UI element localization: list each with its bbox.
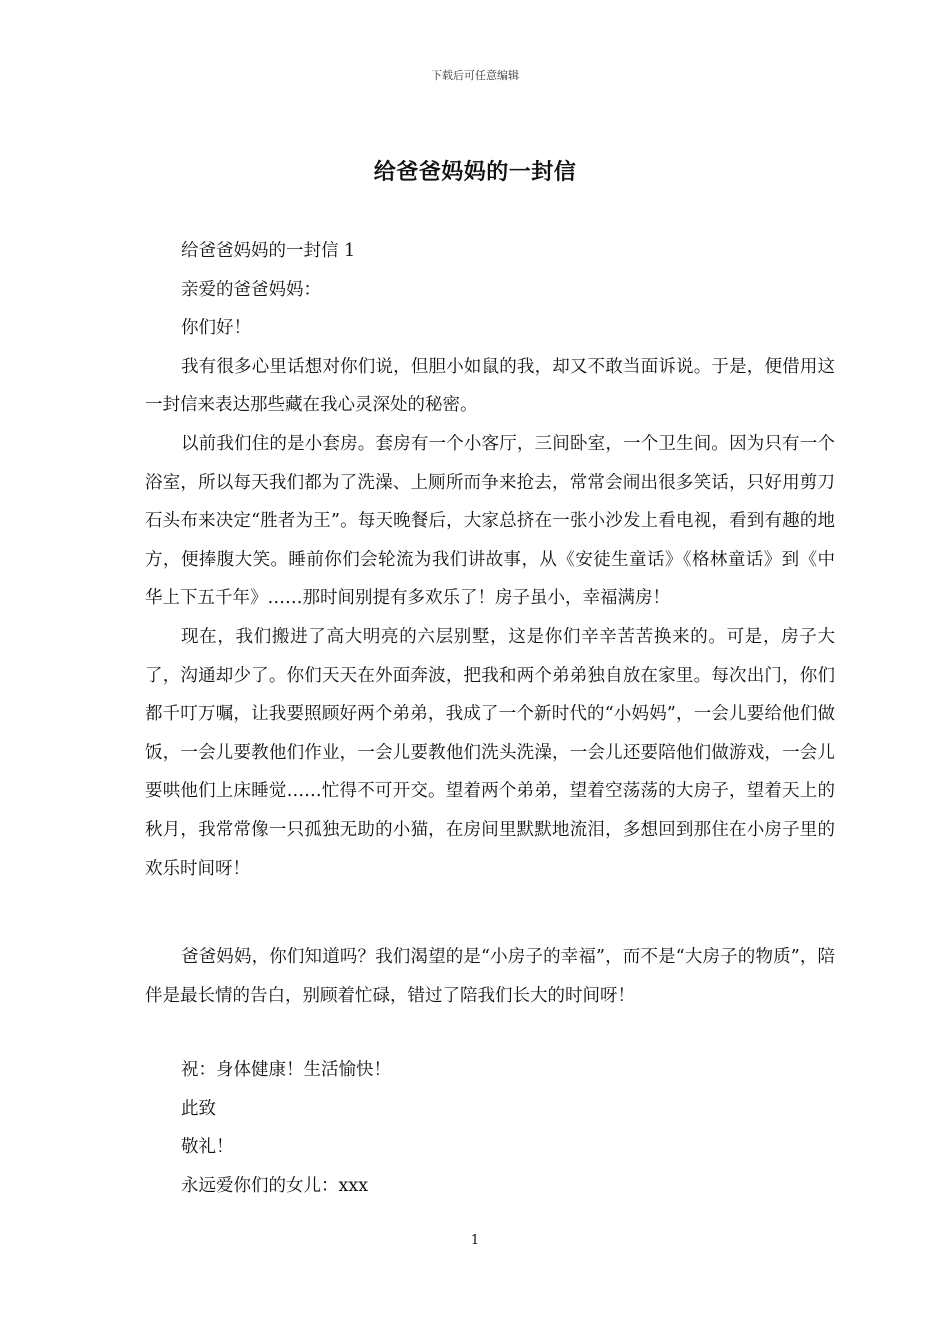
paragraph-1: 我有很多心里话想对你们说，但胆小如鼠的我，却又不敢当面诉说。于是，便借用这一封信来表达那些藏在我心灵深处的秘密。 <box>145 356 835 416</box>
page-title: 给爸爸妈妈的一封信 <box>373 159 577 185</box>
page-number: 1 <box>470 1233 480 1248</box>
header-note: 下载后可任意编辑 <box>431 69 519 82</box>
closing-ci-zhi: 此致 <box>181 1098 216 1119</box>
salutation: 亲爱的爸爸妈妈： <box>181 279 321 300</box>
closing-wish: 祝：身体健康！生活愉快！ <box>181 1060 391 1080</box>
paragraph-2: 以前我们住的是小套房。套房有一个小客厅，三间卧室，一个卫生间。因为只有一个浴室，所以每天我们都为了洗澡、上厕所而争来抢去，常常会闹出很多笑话，只好用剪刀石头布来决定“胜者为王”。每天晚餐后，大家总挤在一张小沙发上看电视，看到有趣的地方，便捧腹大笑。睡前你们会轮流为我们讲故事，从《安徒生童话》《格林童话》到《中华上下五千年》……那时间别提有多欢乐了！房子虽小，幸福满房！ <box>145 433 835 609</box>
closing-jing-li: 敬礼！ <box>181 1137 234 1158</box>
signature: 永远爱你们的女儿：xxx <box>181 1175 369 1196</box>
paragraph-4: 爸爸妈妈，你们知道吗？我们渴望的是“小房子的幸福”，而不是“大房子的物质”，陪伴是最长情的告白，别顾着忙碌，错过了陪我们长大的时间呀！ <box>145 947 835 1006</box>
paragraph-3: 现在，我们搬进了高大明亮的六层别墅，这是你们辛辛苦苦换来的。可是，房子大了，沟通却少了。你们天天在外面奔波，把我和两个弟弟独自放在家里。每次出门，你们都千叮万嘱，让我要照顾好两个弟弟，我成了一个新时代的“小妈妈”，一会儿要给他们做饭，一会儿要教他们作业，一会儿要教他们洗头洗澡，一会儿还要陪他们做游戏，一会儿要哄他们上床睡觉……忙得不可开交。望着两个弟弟，望着空荡荡的大房子，望着天上的秋月，我常常像一只孤独无助的小猫，在房间里默默地流泪，多想回到那住在小房子里的欢乐时间呀！ <box>145 626 835 879</box>
paragraph-4-block <box>145 938 835 1015</box>
heading-line: 给爸爸妈妈的一封信 1 <box>181 241 356 261</box>
greeting: 你们好！ <box>181 318 251 339</box>
closing-block <box>145 1051 835 1205</box>
opening-block <box>145 232 835 888</box>
